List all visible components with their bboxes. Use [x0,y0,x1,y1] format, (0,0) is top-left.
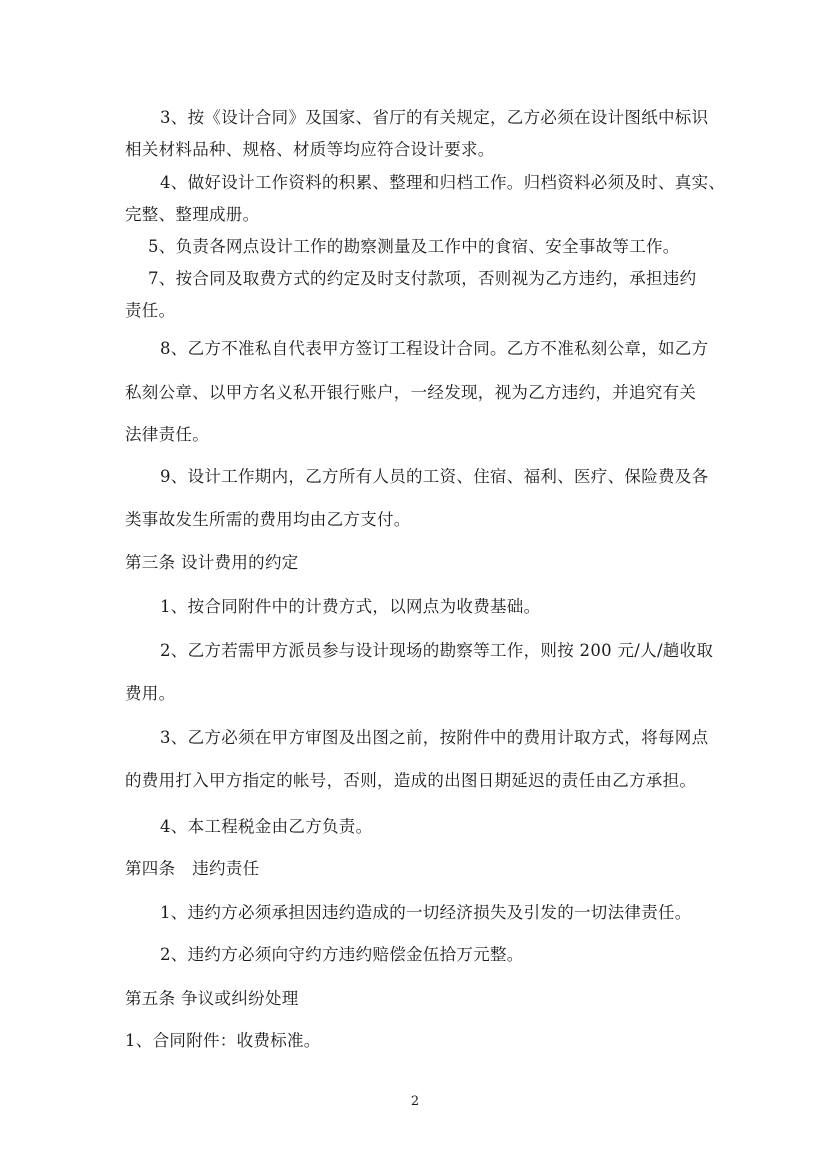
page-number: 2 [410,1094,420,1109]
clause-5-line-1: 5、负责各网点设计工作的勘察测量及工作中的食宿、安全事故等工作。 [148,237,680,256]
article-4-heading: 第四条 违约责任 [125,859,260,878]
clause-3-line-2: 相关材料品种、规格、材质等均应符合设计要求。 [125,140,495,159]
clause-9-line-2: 类事故发生所需的费用均由乙方支付。 [125,510,411,529]
article-3-item-3-line-1: 3、乙方必须在甲方审图及出图之前，按附件中的费用计取方式，将每网点 [160,728,709,747]
clause-4-line-1: 4、做好设计工作资料的积累、整理和归档工作。归档资料必须及时、真实、 [160,173,726,192]
watermark-upper: ​ [244,350,356,484]
article-5-item-1: 1、合同附件：收费标准。 [125,1031,321,1050]
article-4-item-2: 2、违约方必须向守约方违约赔偿金伍拾万元整。 [160,945,524,964]
clause-8-line-2: 私刻公章、以甲方名义私开银行账户，一经发现，视为乙方违约，并追究有关 [125,383,697,402]
article-3-item-2-line-1: 2、乙方若需甲方派员参与设计现场的勘察等工作，则按 200 元/人/趟收取 [160,641,714,660]
clause-7-line-1: 7、按合同及取费方式的约定及时支付款项，否则视为乙方违约，承担违约 [148,269,697,288]
clause-4-line-2: 完整、整理成册。 [125,205,260,224]
clause-8-line-1: 8、乙方不准私自代表甲方签订工程设计合同。乙方不准私刻公章，如乙方 [160,339,709,358]
article-3-item-1: 1、按合同附件中的计费方式，以网点为收费基础。 [160,597,541,616]
article-4-item-1: 1、违约方必须承担因违约造成的一切经济损失及引发的一切法律责任。 [160,903,692,922]
clause-3-line-1: 3、按《设计合同》及国家、省厅的有关规定，乙方必须在设计图纸中标识 [160,108,709,127]
article-3-item-2-line-2: 费用。 [125,684,176,703]
clause-8-line-3: 法律责任。 [125,425,209,444]
clause-7-line-2: 责任。 [125,301,176,320]
clause-9-line-1: 9、设计工作期内，乙方所有人员的工资、住宿、福利、医疗、保险费及各 [160,467,709,486]
article-5-heading: 第五条 争议或纠纷处理 [125,989,299,1008]
article-3-item-4: 4、本工程税金由乙方负责。 [160,817,373,836]
article-3-item-3-line-2: 的费用打入甲方指定的帐号，否则，造成的出图日期延迟的责任由乙方承担。 [125,771,697,790]
article-3-heading: 第三条 设计费用的约定 [125,553,299,572]
